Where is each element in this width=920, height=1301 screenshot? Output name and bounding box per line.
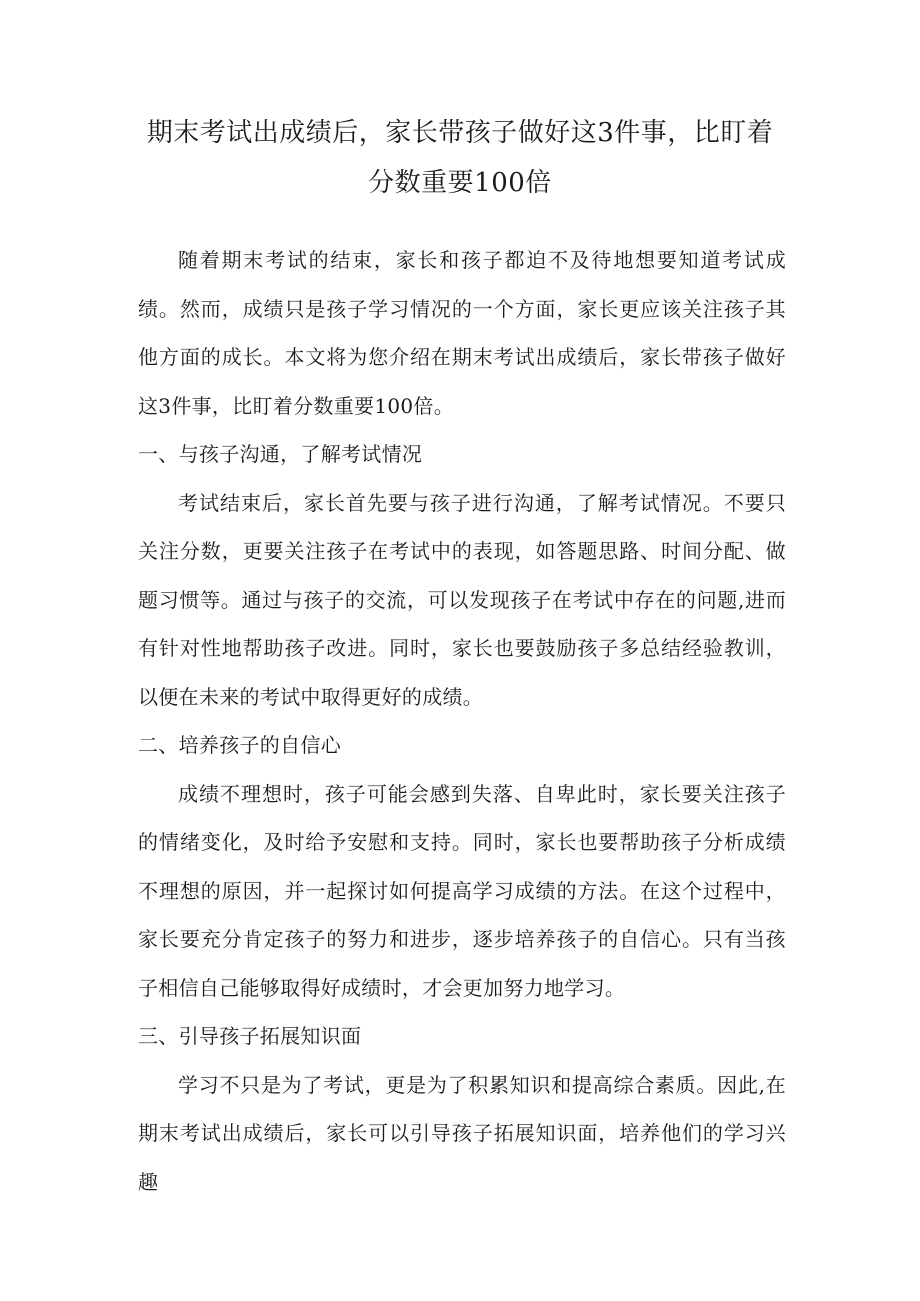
section-heading-2: 二、培养孩子的自信心 [138, 733, 341, 757]
section-body-2: 成绩不理想时，孩子可能会感到失落、自卑此时，家长要关注孩子的情绪变化，及时给予安慰和支持。同时，家长也要帮助孩子分析成绩不理想的原因，并一起探讨如何提高学习成绩的方法。在这个过程中，家长要充分肯定孩子的努力和进步，逐步培养孩子的自信心。只有当孩子相信自己能够取得好成绩时，才会更加努力地学习。 [138, 781, 786, 1000]
section-body-1: 考试结束后，家长首先要与孩子进行沟通，了解考试情况。不要只关注分数，更要关注孩子在考试中的表现，如答题思路、时间分配、做题习惯等。通过与孩子的交流，可以发现孩子在考试中存在的问题,进而有针对性地帮助孩子改进。同时，家长也要鼓励孩子多总结经验教训，以便在未来的考试中取得更好的成绩。 [138, 490, 786, 709]
section-heading-1: 一、与孩子沟通，了解考试情况 [138, 442, 423, 466]
document-body [138, 236, 786, 1206]
document-title: 期末考试出成绩后，家长带孩子做好这3件事，比盯着分数重要100倍 [146, 118, 774, 198]
intro-paragraph: 随着期末考试的结束，家长和孩子都迫不及待地想要知道考试成绩。然而，成绩只是孩子学习情况的一个方面，家长更应该关注孩子其他方面的成长。本文将为您介绍在期末考试出成绩后，家长带孩子做好这3件事，比盯着分数重要100倍。 [138, 248, 786, 418]
section-body-3: 学习不只是为了考试，更是为了积累知识和提高综合素质。因此,在期末考试出成绩后，家长可以引导孩子拓展知识面，培养他们的学习兴趣 [138, 1072, 786, 1194]
section-heading-3: 三、引导孩子拓展知识面 [138, 1024, 362, 1048]
